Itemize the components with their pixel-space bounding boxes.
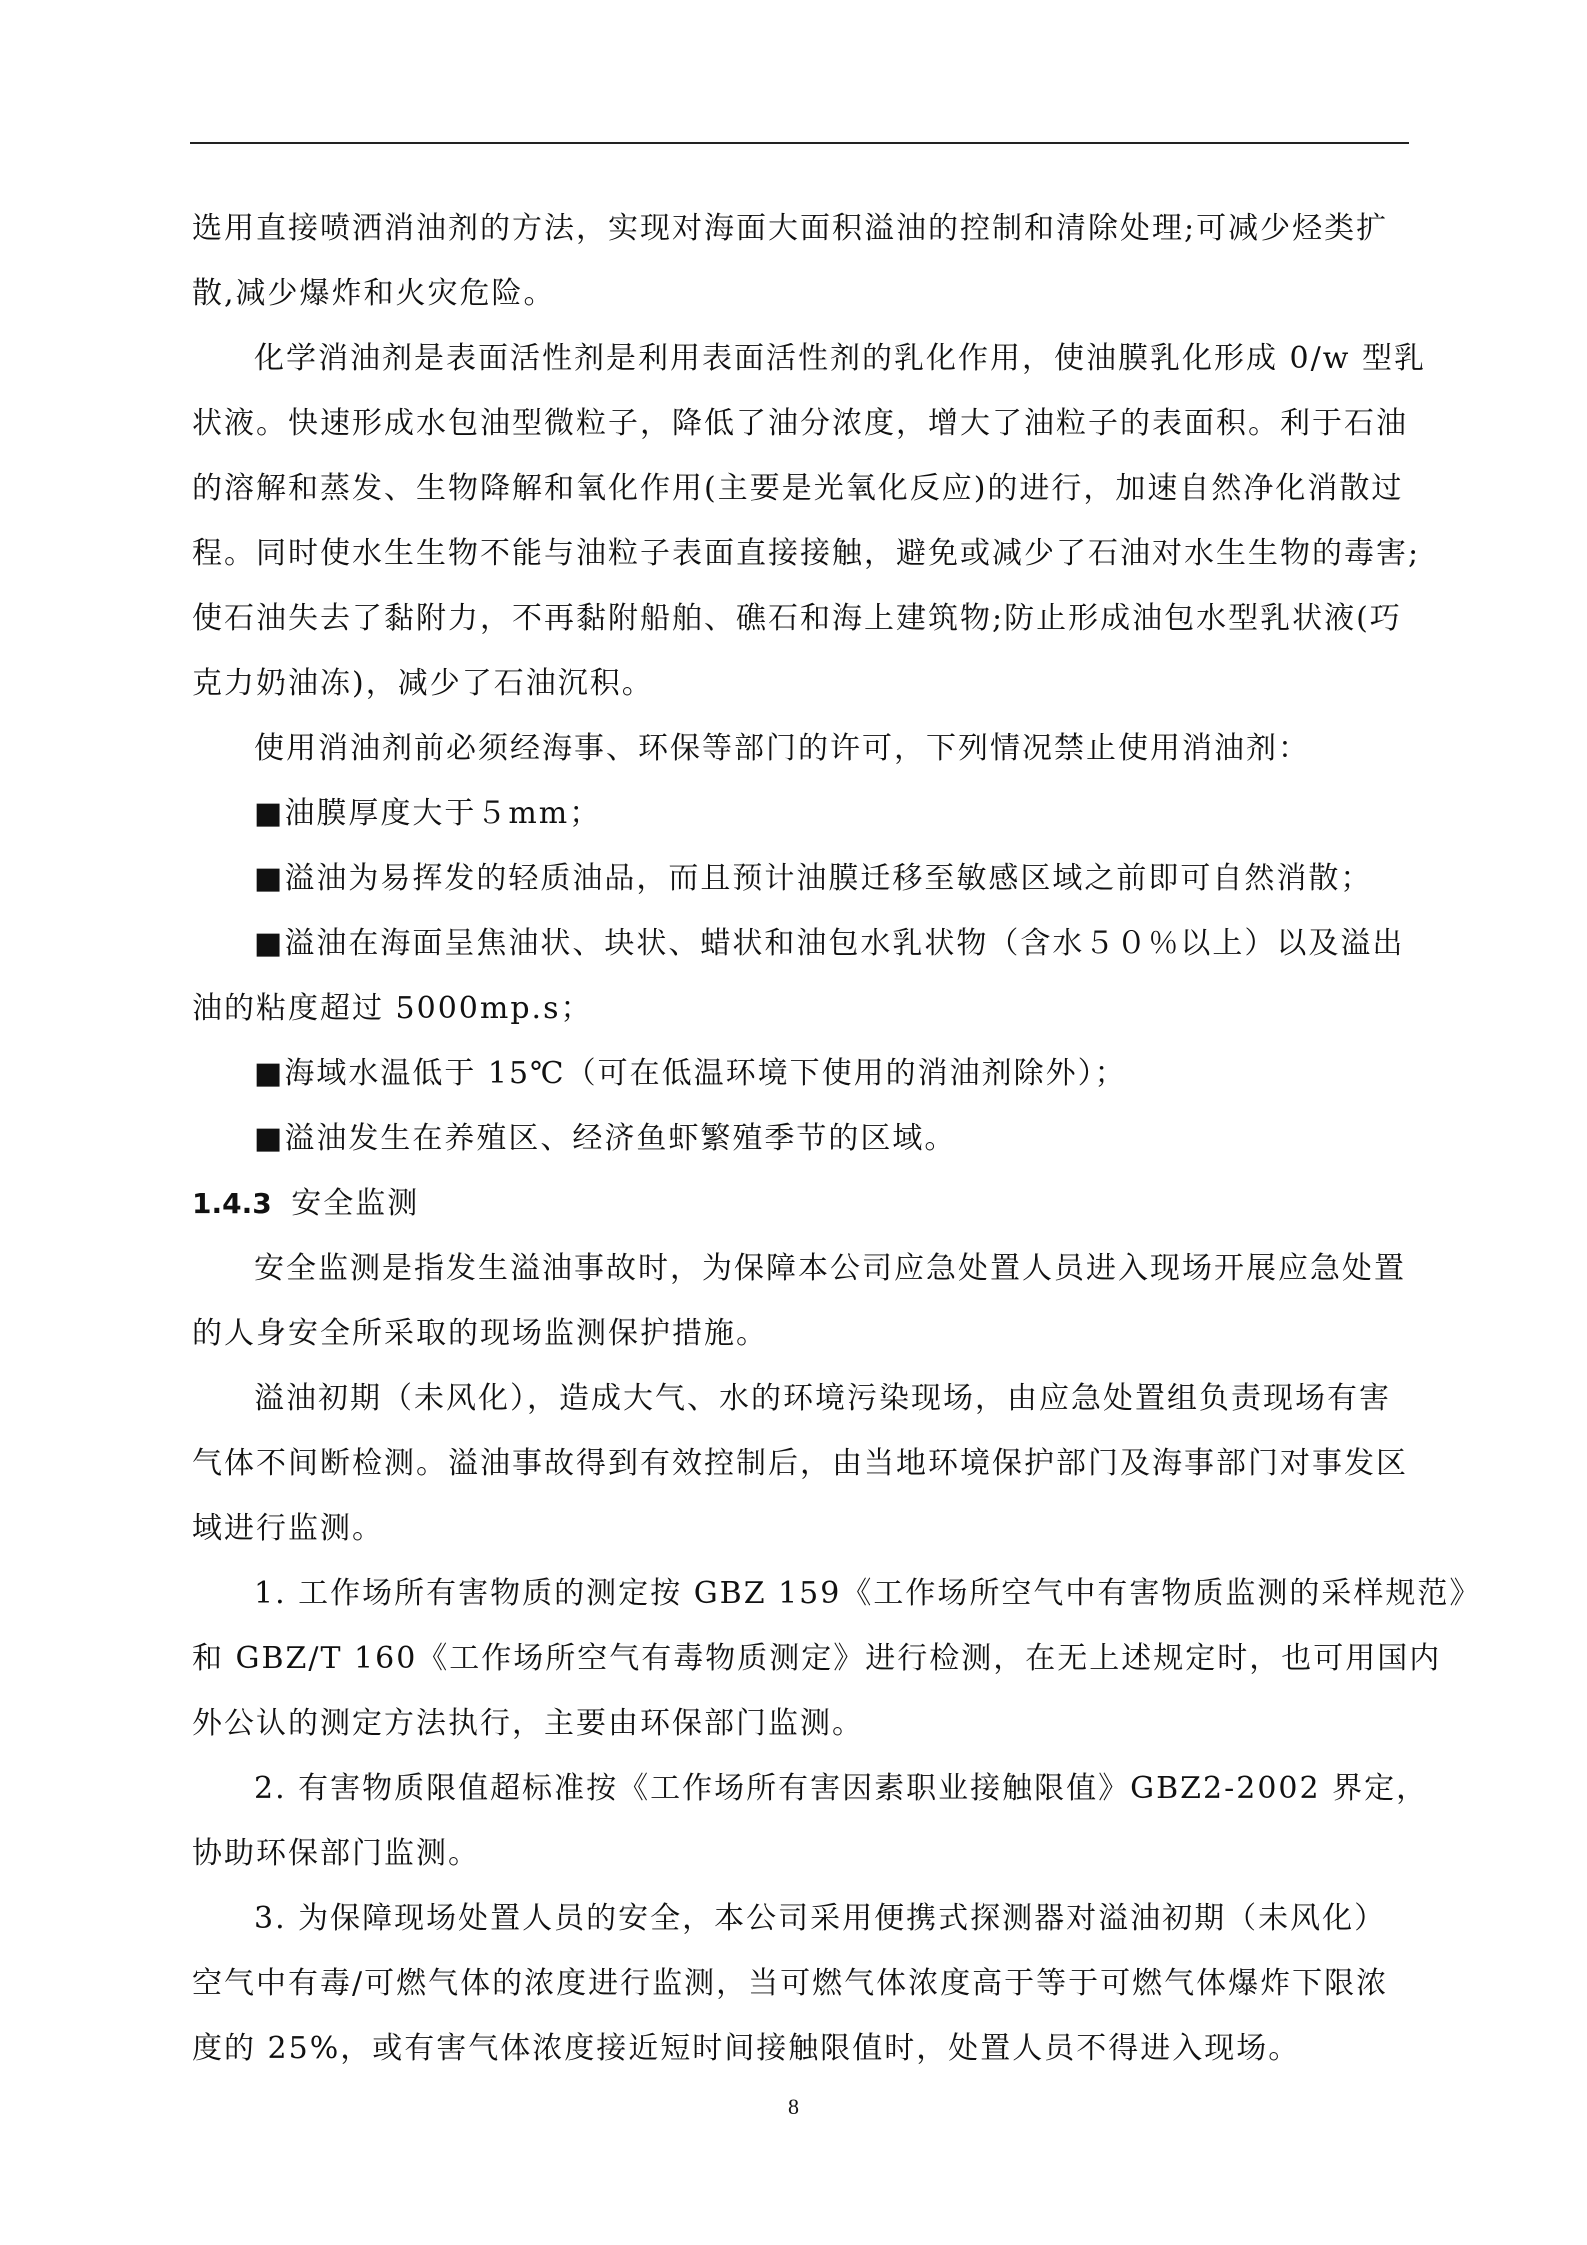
text-line: 度的 25%，或有害气体浓度接近短时间接触限值时，处置人员不得进入现场。 bbox=[192, 2031, 1301, 2066]
text-line: 域进行监测。 bbox=[192, 1511, 384, 1546]
section-title: 安全监测 bbox=[291, 1186, 420, 1221]
text-line: 气体不间断检测。溢油事故得到有效控制后，由当地环境保护部门及海事部门对事发区 bbox=[192, 1446, 1408, 1481]
text-line: 协助环保部门监测。 bbox=[192, 1836, 480, 1871]
text-line: 外公认的测定方法执行，主要由环保部门监测。 bbox=[192, 1706, 864, 1741]
text-line: 使石油失去了黏附力，不再黏附船舶、礁石和海上建筑物;防止形成油包水型乳状液(巧 bbox=[192, 601, 1402, 636]
text-line: 溢油初期（未风化），造成大气、水的环境污染现场，由应急处置组负责现场有害 bbox=[254, 1381, 1391, 1416]
paragraph bbox=[192, 196, 1407, 326]
text-line: 程。同时使水生生物不能与油粒子表面直接接触，避免或减少了石油对水生生物的毒害; bbox=[192, 536, 1421, 571]
text-line: 安全监测是指发生溢油事故时，为保障本公司应急处置人员进入现场开展应急处置 bbox=[254, 1251, 1406, 1286]
list-item: ■溢油在海面呈焦油状、块状、蜡状和油包水乳状物（含水５０％以上）以及溢出 bbox=[254, 926, 1405, 961]
text-line: 1. 工作场所有害物质的测定按 GBZ 159《工作场所空气中有害物质监测的采样规范》 bbox=[254, 1576, 1482, 1611]
paragraph bbox=[192, 1236, 1407, 1366]
list-item: ■溢油为易挥发的轻质油品，而且预计油膜迁移至敏感区域之前即可自然消散； bbox=[254, 861, 1373, 896]
list-item: ■海域水温低于 15℃（可在低温环境下使用的消油剂除外）； bbox=[254, 1056, 1127, 1091]
text-line: 的溶解和蒸发、生物降解和氧化作用(主要是光氧化反应)的进行，加速自然净化消散过 bbox=[192, 471, 1404, 506]
paragraph bbox=[192, 1366, 1407, 1561]
text-line: 和 GBZ/T 160《工作场所空气有毒物质测定》进行检测，在无上述规定时，也可用国内 bbox=[192, 1641, 1442, 1676]
text-line: 使用消油剂前必须经海事、环保等部门的许可，下列情况禁止使用消油剂： bbox=[254, 731, 1310, 766]
section-number: 1.4.3 bbox=[192, 1187, 272, 1220]
text-line: 3. 为保障现场处置人员的安全，本公司采用便携式探测器对溢油初期（未风化） bbox=[254, 1901, 1387, 1936]
prohibition-list bbox=[192, 781, 1407, 1171]
list-item-continuation: 油的粘度超过 5000mp.s； bbox=[192, 991, 593, 1026]
text-line: 2. 有害物质限值超标准按《工作场所有害因素职业接触限值》GBZ2-2002 界定， bbox=[254, 1771, 1429, 1806]
page-number: 8 bbox=[788, 2094, 799, 2119]
numbered-item bbox=[192, 1561, 1482, 1756]
text-line: 散,减少爆炸和火灾危险。 bbox=[192, 276, 556, 311]
text-line: 的人身安全所采取的现场监测保护措施。 bbox=[192, 1316, 768, 1351]
text-line: 克力奶油冻)，减少了石油沉积。 bbox=[192, 666, 654, 701]
paragraph bbox=[192, 716, 1407, 781]
section-heading bbox=[192, 1171, 1407, 1236]
paragraph bbox=[192, 326, 1426, 716]
numbered-item bbox=[192, 1886, 1407, 2081]
text-line: 空气中有毒/可燃气体的浓度进行监测，当可燃气体浓度高于等于可燃气体爆炸下限浓 bbox=[192, 1966, 1389, 2001]
list-item: ■溢油发生在养殖区、经济鱼虾繁殖季节的区域。 bbox=[254, 1121, 957, 1156]
text-line: 选用直接喷洒消油剂的方法，实现对海面大面积溢油的控制和清除处理;可减少烃类扩 bbox=[192, 211, 1389, 246]
numbered-item bbox=[192, 1756, 1429, 1886]
list-item: ■油膜厚度大于５mm； bbox=[254, 796, 602, 831]
text-line: 状液。快速形成水包油型微粒子，降低了油分浓度，增大了油粒子的表面积。利于石油 bbox=[192, 406, 1408, 441]
text-line: 化学消油剂是表面活性剂是利用表面活性剂的乳化作用，使油膜乳化形成 0/w 型乳 bbox=[254, 341, 1426, 376]
header-rule bbox=[190, 142, 1409, 144]
document-body bbox=[192, 196, 1482, 2081]
